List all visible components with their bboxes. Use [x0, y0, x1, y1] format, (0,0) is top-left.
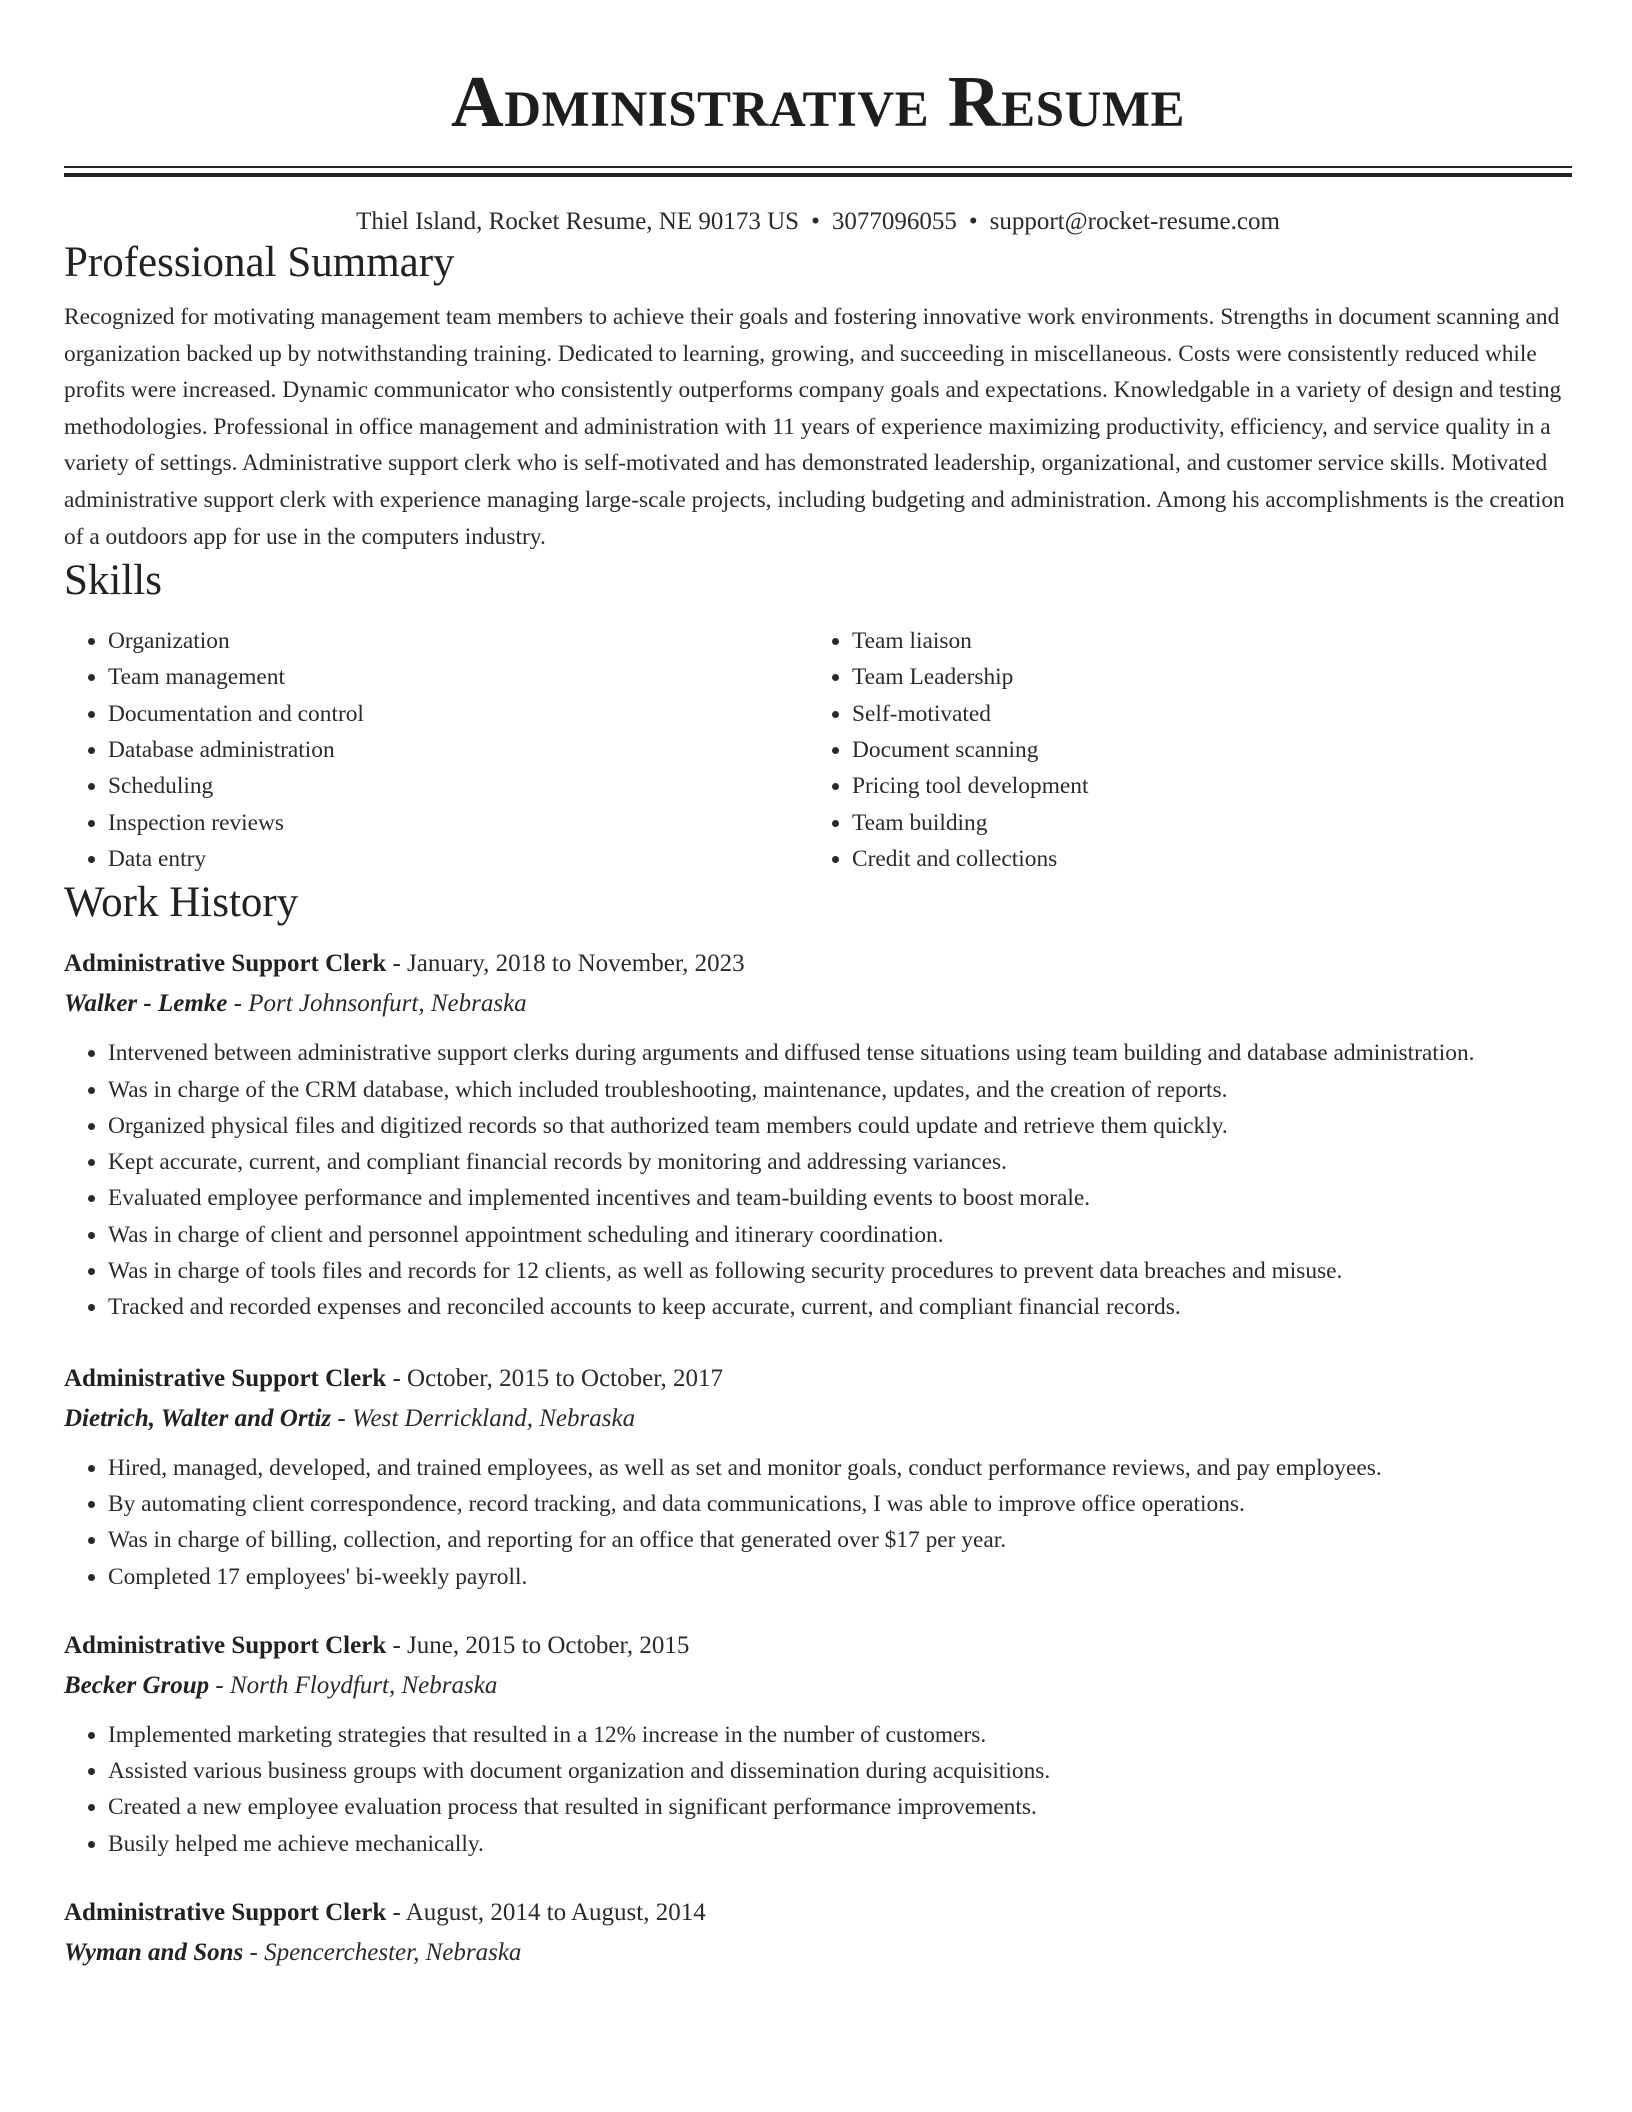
job-location: - West Derrickland, Nebraska [331, 1404, 636, 1432]
job-dates: - October, 2015 to October, 2017 [386, 1364, 724, 1392]
job-bullet: • Was in charge of tools files and records for 12 clients, as well as following security procedures to prevent data breaches and misuse. [108, 1253, 1572, 1289]
skill-item: • Database administration [108, 732, 808, 768]
company-line [64, 1402, 1572, 1436]
job-company: Dietrich, Walter and Ortiz [64, 1404, 332, 1432]
job-dates: - August, 2014 to August, 2014 [386, 1898, 706, 1926]
job-bullet: • Was in charge of client and personnel appointment scheduling and itinerary coordination. [108, 1217, 1572, 1253]
job-location: - North Floydfurt, Nebraska [209, 1671, 498, 1699]
job-bullet: • Busily helped me achieve mechanically. [108, 1826, 1572, 1862]
skill-item: • Documentation and control [108, 696, 808, 732]
skill-item: • Team management [108, 659, 808, 695]
job-bullet: • Was in charge of the CRM database, which included troubleshooting, maintenance, updates, and the creation of reports. [108, 1072, 1572, 1108]
job-bullets [64, 1035, 1572, 1325]
job-bullet: • Intervened between administrative support clerks during arguments and diffused tense situations using team building and database administration. [108, 1035, 1572, 1071]
job-title-line [64, 1362, 1572, 1396]
job-location: - Spencerchester, Nebraska [243, 1938, 522, 1966]
resume-title: Administrative Resume [450, 61, 1185, 142]
job-bullet: • Hired, managed, developed, and trained employees, as well as set and monitor goals, conduct performance reviews, and pay employees. [108, 1450, 1572, 1486]
skill-item: • Document scanning [852, 732, 1552, 768]
company-line [64, 1669, 1572, 1703]
job-bullet: • Evaluated employee performance and implemented incentives and team-building events to boost morale. [108, 1180, 1572, 1216]
job-title-line [64, 947, 1572, 981]
contact-separator: • [811, 208, 820, 235]
job-bullets [64, 1717, 1572, 1862]
job-role: Administrative Support Clerk [64, 1898, 387, 1926]
job-entry [64, 1362, 1572, 1595]
job-company: Wyman and Sons [64, 1938, 244, 1966]
company-line [64, 987, 1572, 1021]
skills-list-left [64, 623, 808, 877]
job-bullet: • Kept accurate, current, and compliant financial records by monitoring and addressing variances. [108, 1144, 1572, 1180]
job-role: Administrative Support Clerk [64, 1631, 387, 1659]
work-history-heading: Work History [64, 879, 299, 927]
contact-phone: 3077096055 [831, 208, 957, 235]
skills-heading: Skills [64, 557, 162, 605]
skill-item: • Team Leadership [852, 659, 1552, 695]
contact-address: Thiel Island, Rocket Resume, NE 90173 US [356, 208, 800, 235]
skill-item: • Scheduling [108, 768, 808, 804]
job-entry [64, 1896, 1572, 1970]
contact-email: support@rocket-resume.com [989, 208, 1280, 235]
job-bullet: • Completed 17 employees' bi-weekly payroll. [108, 1559, 1572, 1595]
job-company: Becker Group [64, 1671, 210, 1699]
job-bullet: • Created a new employee evaluation process that resulted in significant performance improvements. [108, 1789, 1572, 1825]
job-entry [64, 1629, 1572, 1862]
summary-text: Recognized for motivating management team members to achieve their goals and fostering innovative work environments. Strengths in document scanning and organization backed up by notwithstanding training. Dedicated to learning, growing, and succeeding in miscellaneous. Costs were consistently reduced while profits were increased. Dynamic communicator who consistently outperforms company goals and expectations. Knowledgable in a variety of design and testing methodologies. Professional in office management and administration with 11 years of experience maximizing productivity, efficiency, and service quality in a variety of settings. Administrative support clerk who is self-motivated and has demonstrated leadership, organizational, and customer service skills. Motivated administrative support clerk with experience managing large-scale projects, including budgeting and administration. Among his accomplishments is the creation of a outdoors app for use in the computers industry. [64, 304, 1565, 550]
job-title-line [64, 1896, 1572, 1930]
job-bullet: • By automating client correspondence, record tracking, and data communications, I was able to improve office operations. [108, 1486, 1572, 1522]
skill-item: • Team liaison [852, 623, 1552, 659]
job-location: - Port Johnsonfurt, Nebraska [227, 990, 527, 1018]
skill-item: • Organization [108, 623, 808, 659]
job-dates: - January, 2018 to November, 2023 [386, 950, 745, 978]
job-entry [64, 947, 1572, 1325]
job-bullet: • Implemented marketing strategies that resulted in a 12% increase in the number of customers. [108, 1717, 1572, 1753]
skills-list-right [808, 623, 1552, 877]
skill-item: • Team building [852, 805, 1552, 841]
job-bullets [64, 1450, 1572, 1595]
title-divider-thick [64, 173, 1572, 177]
job-bullet: • Organized physical files and digitized records so that authorized team members could update and retrieve them quickly. [108, 1108, 1572, 1144]
company-line [64, 1936, 1572, 1970]
contact-separator: • [968, 208, 978, 235]
job-company: Walker - Lemke [64, 990, 228, 1018]
job-title-line [64, 1629, 1572, 1663]
skill-item: • Pricing tool development [852, 768, 1552, 804]
summary-heading: Professional Summary [64, 239, 455, 286]
skill-item: • Inspection reviews [108, 805, 808, 841]
job-bullet: • Tracked and recorded expenses and reconciled accounts to keep accurate, current, and compliant financial records. [108, 1289, 1572, 1325]
contact-line [64, 207, 1572, 237]
skills-columns [64, 623, 1572, 877]
skill-item: • Data entry [108, 841, 808, 877]
skill-item: • Credit and collections [852, 841, 1552, 877]
resume-page [64, 0, 1572, 1970]
title-divider-thin [64, 166, 1572, 168]
job-role: Administrative Support Clerk [64, 950, 387, 978]
skill-item: • Self-motivated [852, 696, 1552, 732]
job-bullet: • Was in charge of billing, collection, and reporting for an office that generated over $17 per year. [108, 1522, 1572, 1558]
job-dates: - June, 2015 to October, 2015 [386, 1631, 690, 1659]
job-bullet: • Assisted various business groups with document organization and dissemination during acquisitions. [108, 1753, 1572, 1789]
job-role: Administrative Support Clerk [64, 1364, 387, 1392]
